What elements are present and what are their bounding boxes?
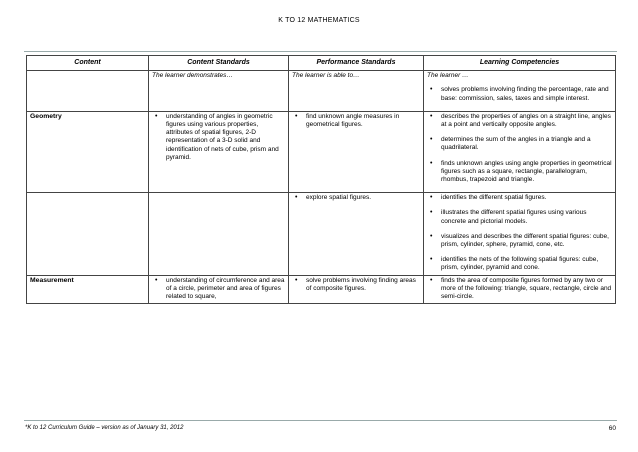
list-item: • understanding of circumference and area of a circle, perimeter and area of figures related to square, [152,277,285,302]
list-item: • finds unknown angles using angle properties in geometrical figures such as a square, rectangle, parallelogram, rhombus, trapezoid and triangle. [427,160,612,185]
table-cell [149,193,289,275]
list-item: • understanding of angles in geometric figures using various properties, attributes of spatial figures, 2-D representation of a 3-D solid and identification of nets of cube, prism and pyramid. [152,113,285,162]
table-cell [149,111,289,192]
list-item: • identifies the different spatial figures. [427,194,612,202]
table-cell [149,71,289,112]
list-item: • illustrates the different spatial figures using various concrete and pictorial models. [427,209,612,225]
table-header-row [27,56,616,71]
content-label: Geometry [30,112,62,120]
table-cell [27,71,149,112]
table-cell [424,193,616,275]
table-cell [424,275,616,304]
standards-list [292,277,420,293]
table-row [27,275,616,304]
standards-list [152,113,285,162]
table-cell [27,193,149,275]
standards-list [152,277,285,302]
footer-note: *K to 12 Curriculum Guide – version as of January 31, 2012 [25,425,184,431]
column-header-content-standards: Content Standards [149,56,289,71]
table-cell [289,193,424,275]
lead-text: The learner demonstrates… [152,72,233,80]
table-cell [424,71,616,112]
list-item: • solve problems involving finding areas of composite figures. [292,277,420,293]
lead-text: The learner … [427,72,469,80]
list-item: • explore spatial figures. [292,194,420,202]
table-row [27,111,616,192]
curriculum-table [26,55,616,304]
standards-list [292,113,420,129]
table-cell [289,275,424,304]
table-cell [289,71,424,112]
table-cell [424,111,616,192]
competency-list [427,277,612,302]
list-item: • determines the sum of the angles in a triangle and a quadrilateral. [427,136,612,152]
header-divider [24,51,617,52]
table-cell [27,275,149,304]
list-item: • find unknown angle measures in geometrical figures. [292,113,420,129]
standards-list [292,194,420,202]
competency-list [427,86,612,102]
column-header-learning-competencies: Learning Competencies [424,56,616,71]
list-item: • finds the area of composite figures formed by any two or more of the following: triangle, square, rectangle, circle and semi-circle. [427,277,612,302]
page-title: K TO 12 MATHEMATICS [278,17,360,24]
footer-divider [24,420,617,421]
page-number: 60 [608,425,616,432]
table-row [27,193,616,275]
competency-list [427,113,612,184]
table-cell [149,275,289,304]
table-cell [289,111,424,192]
table-row [27,71,616,112]
lead-text: The learner is able to… [292,72,360,80]
list-item: • describes the properties of angles on a straight line, angles at a point and vertically opposite angles. [427,113,612,129]
column-header-content: Content [27,56,149,71]
competency-list [427,194,612,272]
list-item: • solves problems involving finding the percentage, rate and base: commission, sales, taxes and simple interest. [427,86,612,102]
list-item: • identifies the nets of the following spatial figures: cube, prism, cylinder, pyramid and cone. [427,256,612,272]
column-header-performance-standards: Performance Standards [289,56,424,71]
list-item: • visualizes and describes the different spatial figures: cube, prism, cylinder, sphere, pyramid, cone, etc. [427,233,612,249]
table-cell [27,111,149,192]
content-label: Measurement [30,276,74,284]
